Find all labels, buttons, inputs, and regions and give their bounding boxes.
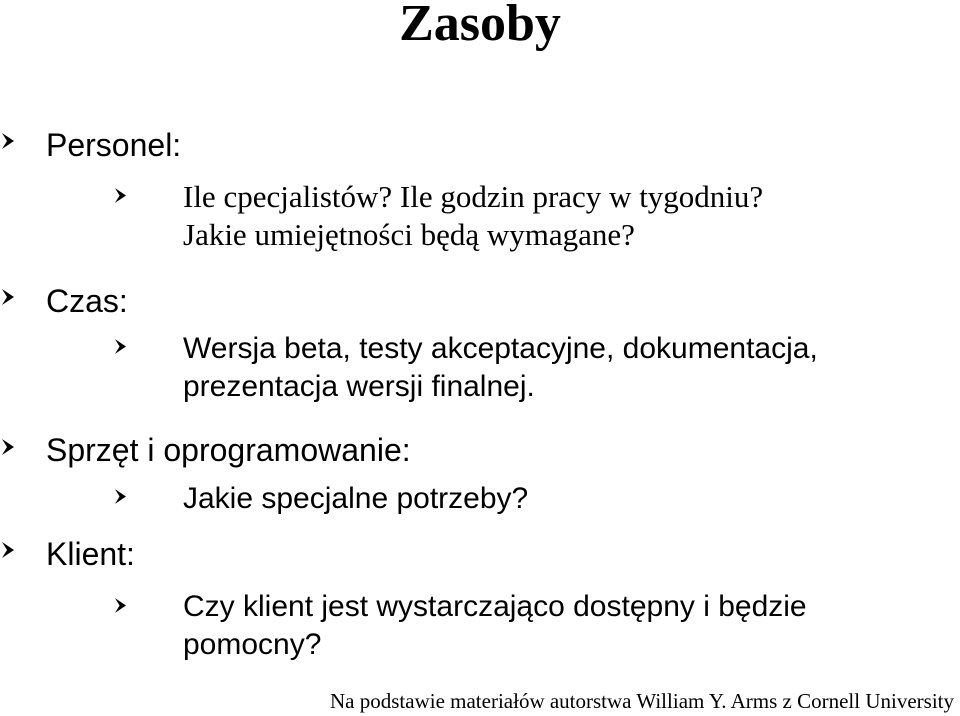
arrowhead-bullet-icon: [2, 133, 14, 149]
arrowhead-bullet-icon: [115, 598, 126, 613]
bullet-klient: Klient:: [46, 536, 135, 572]
sub-bullet-line: prezentacja wersji finalnej.: [183, 370, 535, 403]
sub-bullet-line: Jakie specjalne potrzeby?: [183, 482, 529, 515]
arrowhead-bullet-icon: [115, 489, 126, 504]
arrowhead-bullet-icon: [2, 289, 14, 305]
arrowhead-bullet-icon: [2, 439, 14, 455]
sub-bullet-line: Czy klient jest wystarczająco dostępny i będzie: [183, 590, 807, 623]
sub-bullet-sprzet: [183, 480, 528, 518]
sub-bullet-klient: [183, 588, 807, 664]
bullet-czas: Czas:: [46, 283, 128, 319]
bullet-sprzet: Sprzęt i oprogramowanie:: [46, 432, 411, 468]
sub-bullet-personel: [183, 178, 763, 254]
footer-attribution: Na podstawie materiałów autorstwa William Y. Arms z Cornell University: [330, 689, 954, 713]
bullet-personel: Personel:: [46, 127, 182, 163]
sub-bullet-line: Jakie umiejętności będą wymagane?: [183, 217, 635, 252]
slide-title: Zasoby: [399, 0, 561, 52]
sub-bullet-czas: [183, 330, 818, 406]
sub-bullet-line: Ile cpecjalistów? Ile godzin pracy w tygodniu?: [183, 179, 764, 214]
arrowhead-bullet-icon: [2, 542, 14, 558]
arrowhead-bullet-icon: [115, 188, 126, 203]
sub-bullet-line: Wersja beta, testy akceptacyjne, dokumentacja,: [183, 332, 818, 365]
arrowhead-bullet-icon: [115, 339, 126, 354]
sub-bullet-line: pomocny?: [183, 628, 322, 661]
